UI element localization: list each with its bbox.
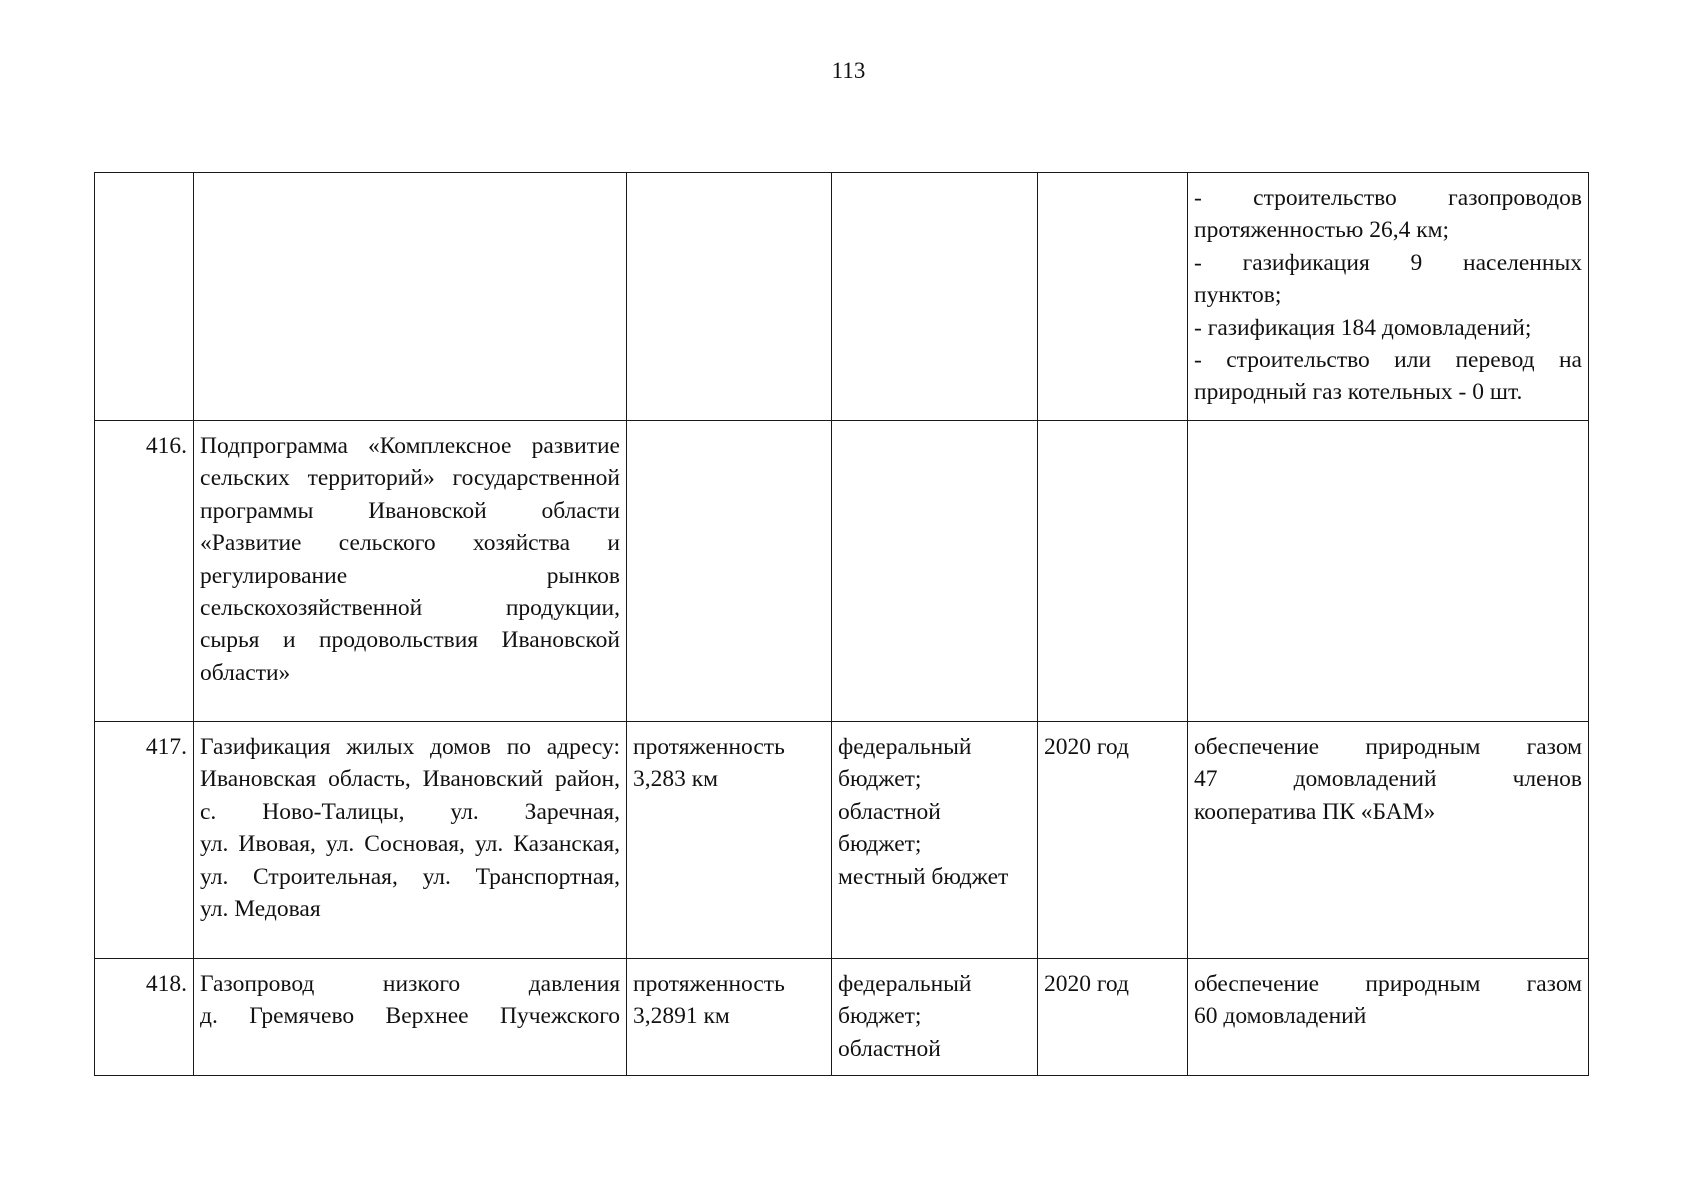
text-line: области» bbox=[200, 659, 291, 686]
row-number-cell: 418. bbox=[95, 959, 194, 1076]
text-line: протяженностью 26,4 км; bbox=[1194, 217, 1450, 244]
text-line: ул. Строительная, ул. Транспортная, bbox=[200, 863, 620, 890]
text-line: федеральный bbox=[838, 971, 972, 997]
text-line: д. Гремячево Верхнее Пучежского bbox=[200, 1003, 620, 1030]
text-line: протяженность bbox=[633, 971, 785, 997]
text-line: сельских территорий» государственной bbox=[200, 465, 620, 492]
text-line: областной bbox=[838, 798, 941, 825]
event-name-cell bbox=[194, 959, 627, 1076]
table-row bbox=[95, 722, 1589, 959]
text-line: - строительство или перевод на bbox=[1194, 347, 1582, 374]
table-row bbox=[95, 173, 1589, 421]
year-cell bbox=[1038, 173, 1188, 421]
text-line: бюджет; bbox=[838, 831, 922, 858]
text-line: 60 домовладений bbox=[1194, 1003, 1367, 1030]
text-line: Газификация жилых домов по адресу: bbox=[200, 734, 620, 760]
text-line: областной bbox=[838, 1035, 941, 1062]
year-cell bbox=[1038, 421, 1188, 722]
page-number: 113 bbox=[831, 58, 866, 83]
text-line: Газопровод низкого давления bbox=[200, 971, 620, 997]
text-line: местный бюджет bbox=[838, 863, 1009, 890]
event-name-cell bbox=[194, 421, 627, 722]
expected-result-cell bbox=[1188, 722, 1589, 959]
funding-source-cell bbox=[832, 173, 1038, 421]
text-line: природный газ котельных - 0 шт. bbox=[1194, 379, 1523, 406]
row-number-cell: 416. bbox=[95, 421, 194, 722]
text-line: кооператива ПК «БАМ» bbox=[1194, 798, 1436, 825]
indicator-cell bbox=[627, 722, 832, 959]
text-line: сырья и продовольствия Ивановской bbox=[200, 627, 620, 654]
text-line: с. Ново-Талицы, ул. Заречная, bbox=[200, 798, 620, 825]
expected-result-cell bbox=[1188, 421, 1589, 722]
row-number-cell bbox=[95, 173, 194, 421]
table-row bbox=[95, 421, 1589, 722]
text-line: 3,2891 км bbox=[633, 1003, 730, 1030]
text-line: ул. Медовая bbox=[200, 896, 321, 923]
text-line: федеральный bbox=[838, 734, 972, 760]
text-line: обеспечение природным газом bbox=[1194, 971, 1582, 997]
text-line: программы Ивановской области bbox=[200, 497, 620, 524]
expected-result-cell bbox=[1188, 173, 1589, 421]
text-line: - газификация 9 населенных bbox=[1194, 249, 1582, 276]
event-name-cell bbox=[194, 173, 627, 421]
program-table bbox=[94, 172, 1589, 1076]
text-line: - строительство газопроводов bbox=[1194, 185, 1582, 211]
text-line: Подпрограмма «Комплексное развитие bbox=[200, 433, 620, 459]
year-cell: 2020 год bbox=[1038, 959, 1188, 1076]
indicator-cell bbox=[627, 421, 832, 722]
text-line: пунктов; bbox=[1194, 282, 1282, 309]
event-name-cell bbox=[194, 722, 627, 959]
expected-result-cell bbox=[1188, 959, 1589, 1076]
funding-source-cell bbox=[832, 421, 1038, 722]
row-number-cell: 417. bbox=[95, 722, 194, 959]
text-line: бюджет; bbox=[838, 766, 922, 793]
text-line: сельскохозяйственной продукции, bbox=[200, 595, 620, 622]
text-line: - газификация 184 домовладений; bbox=[1194, 314, 1532, 341]
text-line: «Развитие сельского хозяйства и bbox=[200, 530, 620, 557]
text-line: протяженность bbox=[633, 734, 785, 760]
text-line: 3,283 км bbox=[633, 766, 719, 793]
year-cell: 2020 год bbox=[1038, 722, 1188, 959]
text-line: 47 домовладений членов bbox=[1194, 766, 1582, 793]
indicator-cell bbox=[627, 173, 832, 421]
table-row bbox=[95, 959, 1589, 1076]
text-line: обеспечение природным газом bbox=[1194, 734, 1582, 760]
text-line: ул. Ивовая, ул. Сосновая, ул. Казанская, bbox=[200, 831, 620, 858]
text-line: Ивановская область, Ивановский район, bbox=[200, 766, 620, 793]
funding-source-cell bbox=[832, 959, 1038, 1076]
indicator-cell bbox=[627, 959, 832, 1076]
funding-source-cell bbox=[832, 722, 1038, 959]
text-line: регулирование рынков bbox=[200, 562, 620, 589]
text-line: бюджет; bbox=[838, 1003, 922, 1030]
